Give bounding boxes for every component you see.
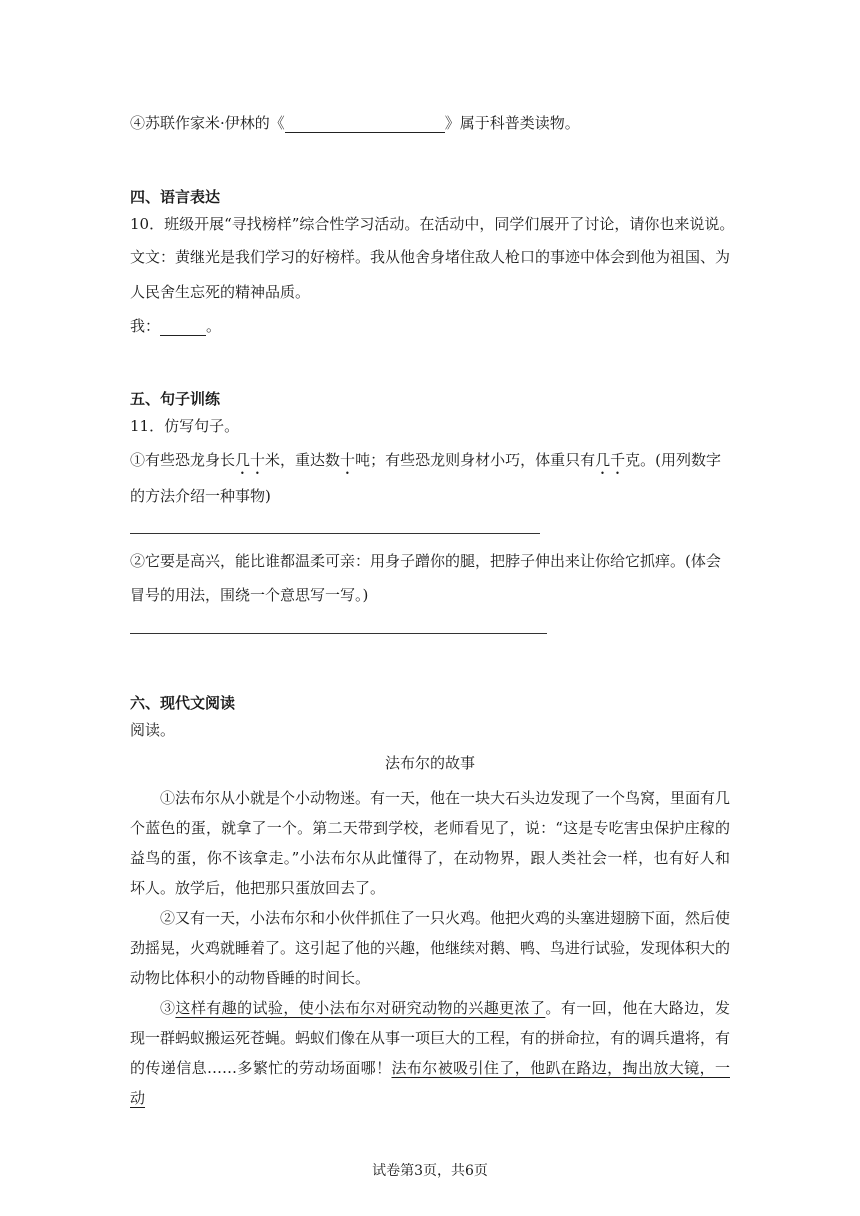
q11-item1-text-b: 米，重达数 [265,451,341,469]
q10-stem: 10．班级开展“寻找榜样”综合性学习活动。在活动中，同学们展开了讨论，请你也来说说。 [130,215,735,233]
q11-item1-emphasis-1: 几十 [235,451,266,469]
q9-item4-suffix: 》属于科普类读物。 [444,114,580,132]
q11-item1-text-d: 克。(用列数字 [625,451,721,469]
q9-item4-prefix: ④苏联作家米·伊林的《 [130,114,285,132]
story-paragraph-3 [130,993,730,1113]
q10-me-suffix: 。 [206,317,222,335]
q9-item4-blank[interactable] [285,114,445,133]
q10-answer-blank[interactable] [160,317,206,336]
story-title: 法布尔的故事 [384,754,475,772]
q9-item4 [130,112,580,133]
reading-intro: 阅读。 [130,721,176,739]
q11-item1-text-c: 吨；有些恐龙则身材小巧，体重只有 [355,451,596,469]
q10-text-line1: 文文：黄继光是我们学习的好榜样。我从他舍身堵住敌人枪口的事迹中体会到他为祖国、为 [130,248,731,266]
story-p3-underlined-2: 法布尔被吸引住了，他趴在路边，掏出放大镜，一动 [130,1059,730,1107]
page-footer: 试卷第3页，共6页 [372,1163,488,1179]
story-p3-text: 。有一回，他在大路边，发现一群蚂蚁搬运死苍蝇。蚂蚁们像在从事一项巨大的工程，有的拼命拉，有的调兵遣将，有的传递信息……多繁忙的劳动场面哪！ [130,999,731,1077]
q11-item1-emphasis-2: 十 [340,451,356,469]
q11-item1-emphasis-3: 几千 [595,451,626,469]
q10-answer [130,315,221,336]
q10-me-prefix: 我： [130,317,161,335]
story-body [130,783,730,1113]
story-p3-number: ③ [160,999,176,1017]
q10-text-line2: 人民舍生忘死的精神品质。 [130,283,311,301]
story-paragraph-1: ①法布尔从小就是个小动物迷。有一天，他在一块大石头边发现了一个鸟窝，里面有几个蓝色的蛋，就拿了一个。第二天带到学校，老师看见了，说：“这是专吃害虫保护庄稼的益鸟的蛋，你不该拿走。”小法布尔从此懂得了，在动物界，跟人类社会一样，也有好人和坏人。放学后，他把那只蛋放回去了。 [130,789,731,897]
q11-item1-answer-line[interactable] [130,533,540,534]
q11-item1-text-a: ①有些恐龙身长 [130,451,236,469]
q11-item2-answer-line[interactable] [130,633,547,634]
q11-item2-line1: ②它要是高兴，能比谁都温柔可亲：用身子蹭你的腿，把脖子伸出来让你给它抓痒。(体会 [130,552,721,570]
story-p3-underlined-1: 这样有趣的试验，使小法布尔对研究动物的兴趣更浓了 [175,999,546,1017]
q11-item2-line2: 冒号的用法，围绕一个意思写一写。) [130,586,369,604]
section6-heading: 六、现代文阅读 [130,694,236,712]
story-paragraph-2: ②又有一天，小法布尔和小伙伴抓住了一只火鸡。他把火鸡的头塞进翅膀下面，然后使劲摇晃，火鸡就睡着了。这引起了他的兴趣，他继续对鹅、鸭、鸟进行试验，发现体积大的动物比体积小的动物昏睡的时间长。 [130,909,731,987]
q11-item1-line2: 的方法介绍一种事物) [130,487,271,505]
section4-heading: 四、语言表达 [130,188,221,206]
q11-stem: 11．仿写句子。 [130,417,240,435]
section5-heading: 五、句子训练 [130,390,221,408]
q11-item1-line1 [130,449,721,478]
